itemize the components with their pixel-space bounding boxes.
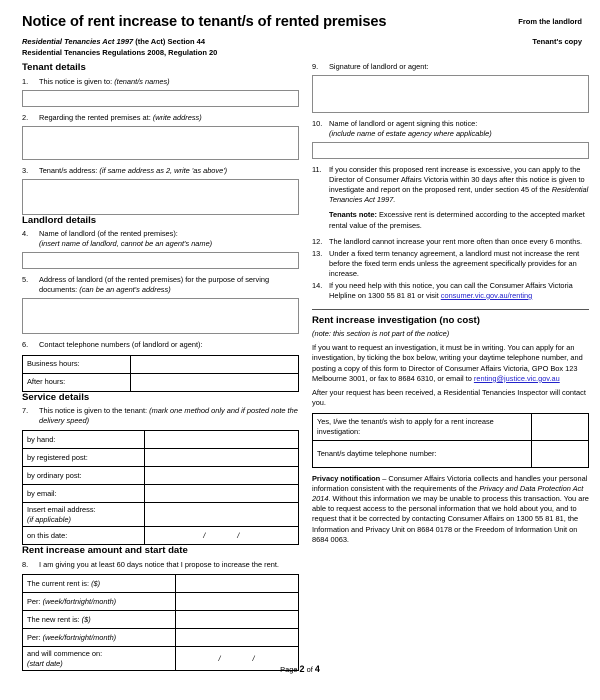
service-method-table [22,430,299,545]
item-2 [22,113,299,123]
item-10-number: 10. [312,119,323,129]
item-2-number: 2. [22,112,29,122]
item-14 [312,281,589,301]
right-column [312,62,589,545]
privacy-text-b: . Without this information we may be unable to process this transaction. You are able to request access to the personal information that we hold about you, and to request that it be corrected by contacting Consumer Affairs on 1300 55 81 81, the Information and Privacy Unit on 8684 0178 or the Freedom of Information Unit on 8684 0063. [312,493,589,544]
new-rent-label [23,610,176,628]
item-5 [22,275,299,295]
item-14-text [329,281,589,301]
investigation-table [312,413,589,468]
table-row [23,449,299,467]
investigation-paragraph-1-text: If you want to request an investigation, it must be in writing. You can apply for an investigation, by ticking the box below, writing your daytime telephone number, and posting a copy of this form to Director of Consumer Affairs Victoria, GPO Box 123 Melbourne 3001, or fax to 8684 6310, or email to [312,343,583,383]
item-10-label: Name of landlord or agent signing this notice: [329,119,478,129]
table-row [23,527,299,545]
service-email-address-label [23,503,145,527]
service-date-value[interactable] [145,527,299,545]
item-7-number: 7. [22,406,29,415]
item-3 [22,166,299,176]
commence-date-hint: (start date) [27,658,63,668]
item-3-label: Tenant/s address: [39,165,100,175]
current-rent-period-text: Per: [27,596,43,606]
item-1-number: 1. [22,76,29,86]
investigation-apply-checkbox[interactable] [531,413,588,440]
section-tenant-details: Tenant details [22,62,86,73]
input-signature[interactable] [312,75,589,113]
privacy-heading: Privacy notification [312,473,381,483]
legal-line-1 [22,37,217,48]
item-12-label: The landlord cannot increase your rent more often than once every 6 months. [329,236,583,246]
contact-after-hours-value[interactable] [131,373,299,391]
item-4-hint: (insert name of landlord, cannot be an agent's name) [39,239,213,249]
item-6-label: Contact telephone numbers (of landlord or agent): [39,340,203,350]
new-rent-period-label [23,628,176,646]
investigation-apply-label: Yes, I/we the tenant/s wish to apply for a rent increase investigation: [313,413,532,440]
privacy-act-name: Privacy and Data Protection Act 2014 [312,483,584,503]
item-11-tenants-note [329,210,589,230]
new-rent-period-hint: (week/fortnight/month) [42,632,117,642]
item-5-text [39,275,299,295]
date-slashes: / / [218,653,256,663]
item-3-hint: (if same address as 2, write 'as above') [99,165,228,175]
privacy-notification [312,474,589,546]
renting-email-link[interactable]: renting@justice.vic.gov.au [473,373,560,383]
table-row [23,503,299,527]
commence-date-label-text: and will commence on: [27,648,103,658]
item-8-number: 8. [22,559,29,569]
table-row [313,413,589,440]
current-rent-period-value[interactable] [175,592,298,610]
item-12-number: 12. [312,236,323,246]
new-rent-period-value[interactable] [175,628,298,646]
item-13-label: Under a fixed term tenancy agreement, a landlord must not increase the rent before the fixed term ends unless the agreement specifically provides for an increase. [329,248,580,278]
investigation-phone-value[interactable] [531,440,588,467]
service-date-label: on this date: [23,527,145,545]
page-footer [0,664,600,676]
item-7 [22,406,299,426]
section-landlord-details: Landlord details [22,214,97,226]
item-10-text [329,119,589,139]
table-row [23,355,299,373]
service-ordinary-post-label: by ordinary post: [23,467,145,485]
section-investigation: Rent increase investigation (no cost) [312,314,480,326]
item-5-number: 5. [22,275,29,285]
tenants-note-label: Tenants note: [329,210,377,220]
consumer-renting-link[interactable]: consumer.vic.gov.au/renting [440,290,533,300]
item-3-text [39,166,299,176]
table-row [23,373,299,391]
left-column [22,62,299,671]
item-13 [312,249,589,279]
legal-line-2: Residential Tenancies Regulations 2008, Regulation 20 [22,47,218,57]
legal-reference [22,37,217,58]
current-rent-period-hint: (week/fortnight/month) [42,596,117,606]
table-row [313,440,589,467]
act-section: (the Act) Section 44 [133,37,205,47]
table-row [23,574,299,592]
service-by-hand-label: by hand: [23,431,145,449]
input-landlord-address[interactable] [22,298,299,334]
table-row [23,592,299,610]
act-name: Residential Tenancies Act 1997 [22,37,134,47]
item-4-number: 4. [22,229,29,239]
contact-business-hours-label: Business hours: [23,355,131,373]
input-signer-name[interactable] [312,142,589,159]
input-landlord-name[interactable] [22,252,299,269]
from-landlord-label: From the landlord [518,17,582,26]
item-11-text [329,165,589,230]
item-7-text [39,406,299,426]
item-2-label: Regarding the rented premises at: [39,112,153,122]
item-9-number: 9. [312,62,319,71]
investigation-phone-label: Tenant/s daytime telephone number: [313,440,532,467]
item-8 [22,560,299,570]
table-row [23,485,299,503]
service-email-address-label-text: Insert email address: [27,505,96,515]
item-11-act: Residential Tenancies Act 1997. [329,185,589,205]
item-4-label: Name of landlord (of the rented premises): [39,229,178,239]
item-4-text [39,229,299,249]
table-row [23,610,299,628]
item-12 [312,237,589,247]
rent-amount-table [22,574,299,671]
item-8-label: I am giving you at least 60 days notice that I propose to increase the rent. [39,559,279,569]
new-rent-value[interactable] [175,610,298,628]
item-7-hint: (mark one method only and if posted note the delivery speed) [39,406,298,426]
item-5-hint: (can be an agent's address) [79,285,171,295]
table-row [23,467,299,485]
service-email-address-value[interactable] [145,503,299,527]
contact-business-hours-value[interactable] [131,355,299,373]
service-registered-post-label: by registered post: [23,449,145,467]
input-tenant-names[interactable] [22,90,299,107]
item-5-label: Address of landlord (of the rented premises) for the purpose of serving documents: [39,275,270,295]
header-copy-labels [518,14,582,27]
input-premises-address[interactable] [22,126,299,160]
current-rent-label-text: The current rent is: [27,578,92,588]
service-registered-post-value[interactable] [145,449,299,467]
item-13-number: 13. [312,248,323,258]
footer-page-word: Page [280,665,298,674]
item-3-number: 3. [22,165,29,175]
contact-after-hours-label: After hours: [23,373,131,391]
item-10-hint: (include name of estate agency where applicable) [329,129,492,139]
item-4 [22,229,299,249]
item-10 [312,119,589,139]
footer-total-pages: 4 [314,664,320,674]
table-row [23,431,299,449]
table-row [23,628,299,646]
current-rent-hint: ($) [91,578,101,588]
page-title: Notice of rent increase to tenant/s of rented premises [22,14,387,30]
service-email-address-hint: (if applicable) [27,514,71,524]
investigation-note: (note: this section is not part of the notice) [312,329,450,339]
section-divider [312,309,589,310]
item-6 [22,340,299,350]
item-1-hint: (tenant/s names) [114,76,170,86]
current-rent-value[interactable] [175,574,298,592]
item-11-body: If you consider this proposed rent increase is excessive, you can apply to the Director of Consumer Affairs Victoria within 30 days after this notice is given to investigate and report on the proposed rent, under section 45 of the [329,165,585,195]
new-rent-period-text: Per: [27,632,43,642]
item-9-label: Signature of landlord or agent: [329,62,429,71]
service-by-hand-value[interactable] [145,431,299,449]
item-9 [312,62,589,72]
section-rent-increase: Rent increase amount and start date [22,545,188,557]
tenants-note-text: Excessive rent is determined according to the accepted market rental value of the premises. [329,210,585,230]
item-1-label: This notice is given to: [39,76,115,86]
new-rent-label-text: The new rent is: [27,614,82,624]
item-1 [22,77,299,87]
service-email-label: by email: [23,485,145,503]
privacy-text-a: – Consumer Affairs Victoria collects and handles your personal information consistent with the requirements of the [312,473,588,493]
current-rent-period-label [23,592,176,610]
item-14-number: 14. [312,280,323,290]
item-14-label: If you need help with this notice, you can call the Consumer Affairs Victoria Helpline on 1300 55 81 81 or visit [329,280,573,300]
item-11 [312,165,589,230]
item-2-text [39,113,299,123]
section-service-details: Service details [22,391,90,403]
input-tenant-address[interactable] [22,179,299,215]
tenant-copy-label: Tenant's copy [532,37,582,47]
item-2-hint: (write address) [152,112,202,122]
item-7-label: This notice is given to the tenant: [39,406,150,415]
new-rent-hint: ($) [81,614,91,624]
tenant-copy-wrap [532,37,582,47]
date-slashes: / / [203,531,240,541]
item-11-number: 11. [312,165,322,175]
current-rent-label [23,574,176,592]
footer-page-number: 2 [299,664,305,674]
service-ordinary-post-value[interactable] [145,467,299,485]
service-email-value[interactable] [145,485,299,503]
item-6-number: 6. [22,340,29,350]
contact-telephone-table [22,355,299,392]
investigation-paragraph-2: After your request has been received, a Residential Tenancies Inspector will contact you. [312,388,586,408]
document-header [22,14,582,58]
investigation-paragraph-1 [312,343,589,384]
item-1-text [39,77,299,87]
footer-of-word: of [306,665,313,674]
